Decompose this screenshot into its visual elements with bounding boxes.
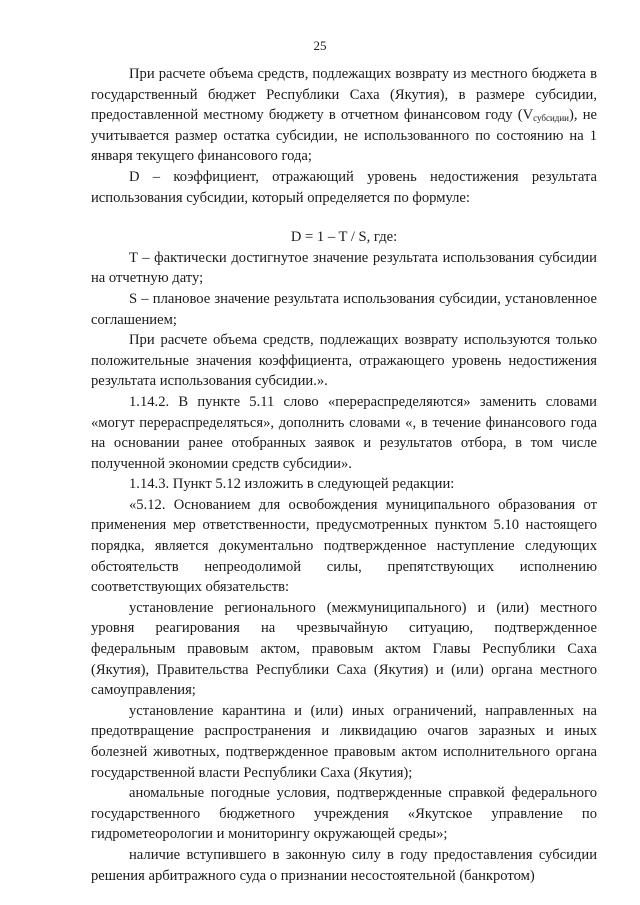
paragraph-positive-values: При расчете объема средств, подлежащих возврату используются только положительные значения коэффициента, отражающего уровень недостижения результата использования субсидии.».	[91, 332, 597, 390]
paragraph-definition-s: S – плановое значение результата использования субсидии, установленное соглашением;	[91, 290, 597, 328]
document-body	[91, 64, 597, 886]
paragraph-emergency-response: установление регионального (межмуниципального) и (или) местного уровня реагирования на чрезвычайную ситуацию, подтвержденное федеральным правовым актом, правовым актом Главы Республики Саха (Якутия), Правительства Республики Саха (Якутия) и (или) органа местного самоуправления;	[91, 599, 597, 699]
paragraph-coefficient-d: D – коэффициент, отражающий уровень недостижения результата использования субсидии, который определяется по формуле:	[91, 168, 597, 206]
formula: D = 1 – T / S, где:	[290, 229, 398, 246]
paragraph-arbitration: наличие вступившего в законную силу в году предоставления субсидии решения арбитражного суда о признании несостоятельной (банкротом)	[91, 846, 597, 884]
paragraph-definition-t: T – фактически достигнутое значение результата использования субсидии на отчетную дату;	[91, 249, 597, 287]
paragraph-1-14-3: 1.14.3. Пункт 5.12 изложить в следующей редакции:	[129, 476, 455, 493]
paragraph-5-12: «5.12. Основанием для освобождения муниципального образования от применения мер ответственности, предусмотренных пунктом 5.10 настоящего порядка, является документально подтвержденное наступление следующих обстоятельств непреодолимой силы, препятствующих исполнению соответствующих обязательств:	[91, 496, 597, 596]
page-number: 25	[313, 38, 327, 53]
paragraph-1-14-2: 1.14.2. В пункте 5.11 слово «перераспределяются» заменить словами «могут перераспределяться», дополнить словами «, в течение финансового года на основании ранее отобранных заявок и результатов отбора, в том числе полученной экономии средств субсидии».	[91, 393, 597, 472]
paragraph-quarantine: установление карантина и (или) иных ограничений, направленных на предотвращение распространения и ликвидацию очагов заразных и иных болезней животных, подтвержденное правовым актом исполнительного органа государственной власти Республики Саха (Якутия);	[91, 702, 597, 781]
paragraph-refund-calculation: При расчете объема средств, подлежащих возврату из местного бюджета в государственный бюджет Республики Саха (Якутия), в размере субсидии, предоставленной местному бюджету в отчетном финансовом году $(V_{субсидии})$, не учитывается размер остатка субсидии, не использованного по состоянию на 1 января текущего финансового года;	[91, 66, 597, 165]
subscript-subsidy: субсидии	[533, 113, 569, 124]
paragraph-weather: аномальные погодные условия, подтвержденные справкой федерального государственного бюджетного учреждения «Якутское управление по гидрометеорологии и мониторингу окружающей среды»;	[91, 785, 597, 843]
